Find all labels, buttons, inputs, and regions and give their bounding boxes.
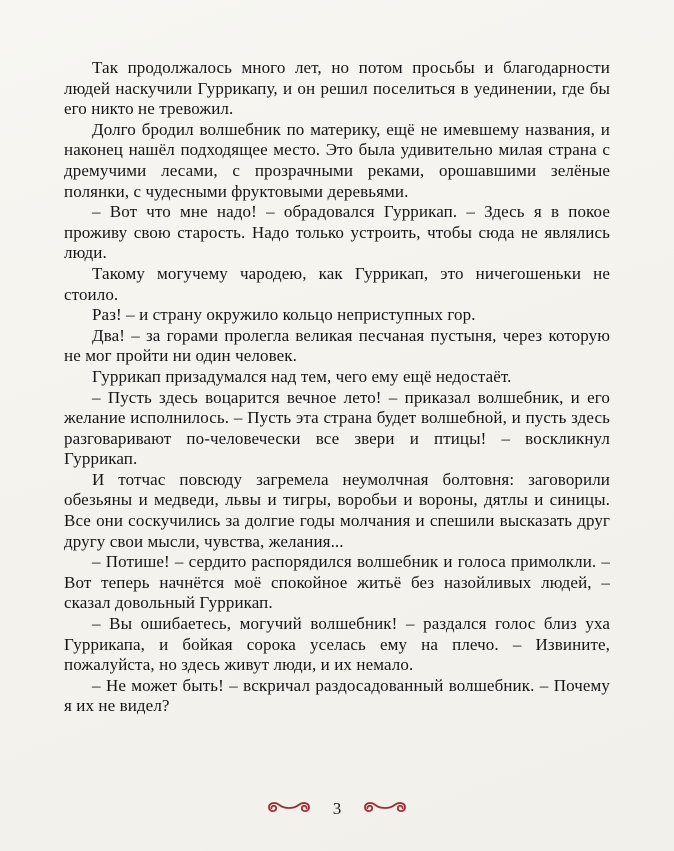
paragraph: – Не может быть! – вскричал раздосадованный волшебник. – Почему я их не видел? bbox=[64, 675, 610, 716]
paragraph: – Пусть здесь воцарится вечное лето! – приказал волшебник, и его желание исполнилось. – Пусть эта страна будет волшебной, и пусть здесь разговаривают по-человечески все звери и птицы! – воскликнул Гуррикап. bbox=[64, 387, 610, 469]
paragraph: – Вы ошибаетесь, могучий волшебник! – раздался голос близ уха Гуррикапа, и бойкая сорока уселась ему на плечо. – Извините, пожалуйста, но здесь живут люди, и их немало. bbox=[64, 614, 610, 675]
paragraph: Так продолжалось много лет, но потом просьбы и благодарности людей наскучили Гуррикапу, и он решил поселиться в уединении, где бы его никто не тревожил. bbox=[64, 58, 610, 119]
paragraph: Раз! – и страну окружило кольцо неприступных гор. bbox=[92, 305, 476, 325]
page-footer bbox=[0, 799, 674, 819]
paragraph: Гуррикап призадумался над тем, чего ему ещё недостаёт. bbox=[92, 366, 512, 386]
flourish-ornament-icon bbox=[263, 801, 315, 817]
paragraph: И тотчас повсюду загремела неумолчная болтовня: заговорили обезьяны и медведи, львы и тигры, воробьи и вороны, дятлы и синицы. Все они соскучились за долгие годы молчания и спешили высказать друг другу свои мысли, чувства, желания... bbox=[64, 469, 610, 551]
paragraph: Долго бродил волшебник по материку, ещё не имевшему названия, и наконец нашёл подходящее место. Это была удивительно милая страна с дремучими лесами, с прозрачными реками, орошавшими зелёные полянки, с чудесными фруктовыми деревьями. bbox=[64, 119, 610, 201]
paragraph: – Вот что мне надо! – обрадовался Гуррикап. – Здесь я в покое проживу свою старость. Надо только устроить, чтобы сюда не являлись люди. bbox=[64, 202, 610, 263]
paragraph: – Потише! – сердито распорядился волшебник и голоса примолкли. – Вот теперь начнётся моё спокойное житьё без назойливых людей, – сказал довольный Гуррикап. bbox=[64, 552, 610, 613]
paragraph: Такому могучему чародею, как Гуррикап, это ничегошеньки не стоило. bbox=[64, 263, 610, 304]
flourish-ornament-icon bbox=[359, 801, 411, 817]
paragraph: Два! – за горами пролегла великая песчаная пустыня, через которую не мог пройти ни один человек. bbox=[64, 325, 610, 366]
page-text-block bbox=[64, 58, 610, 717]
page-number: 3 bbox=[332, 799, 342, 818]
